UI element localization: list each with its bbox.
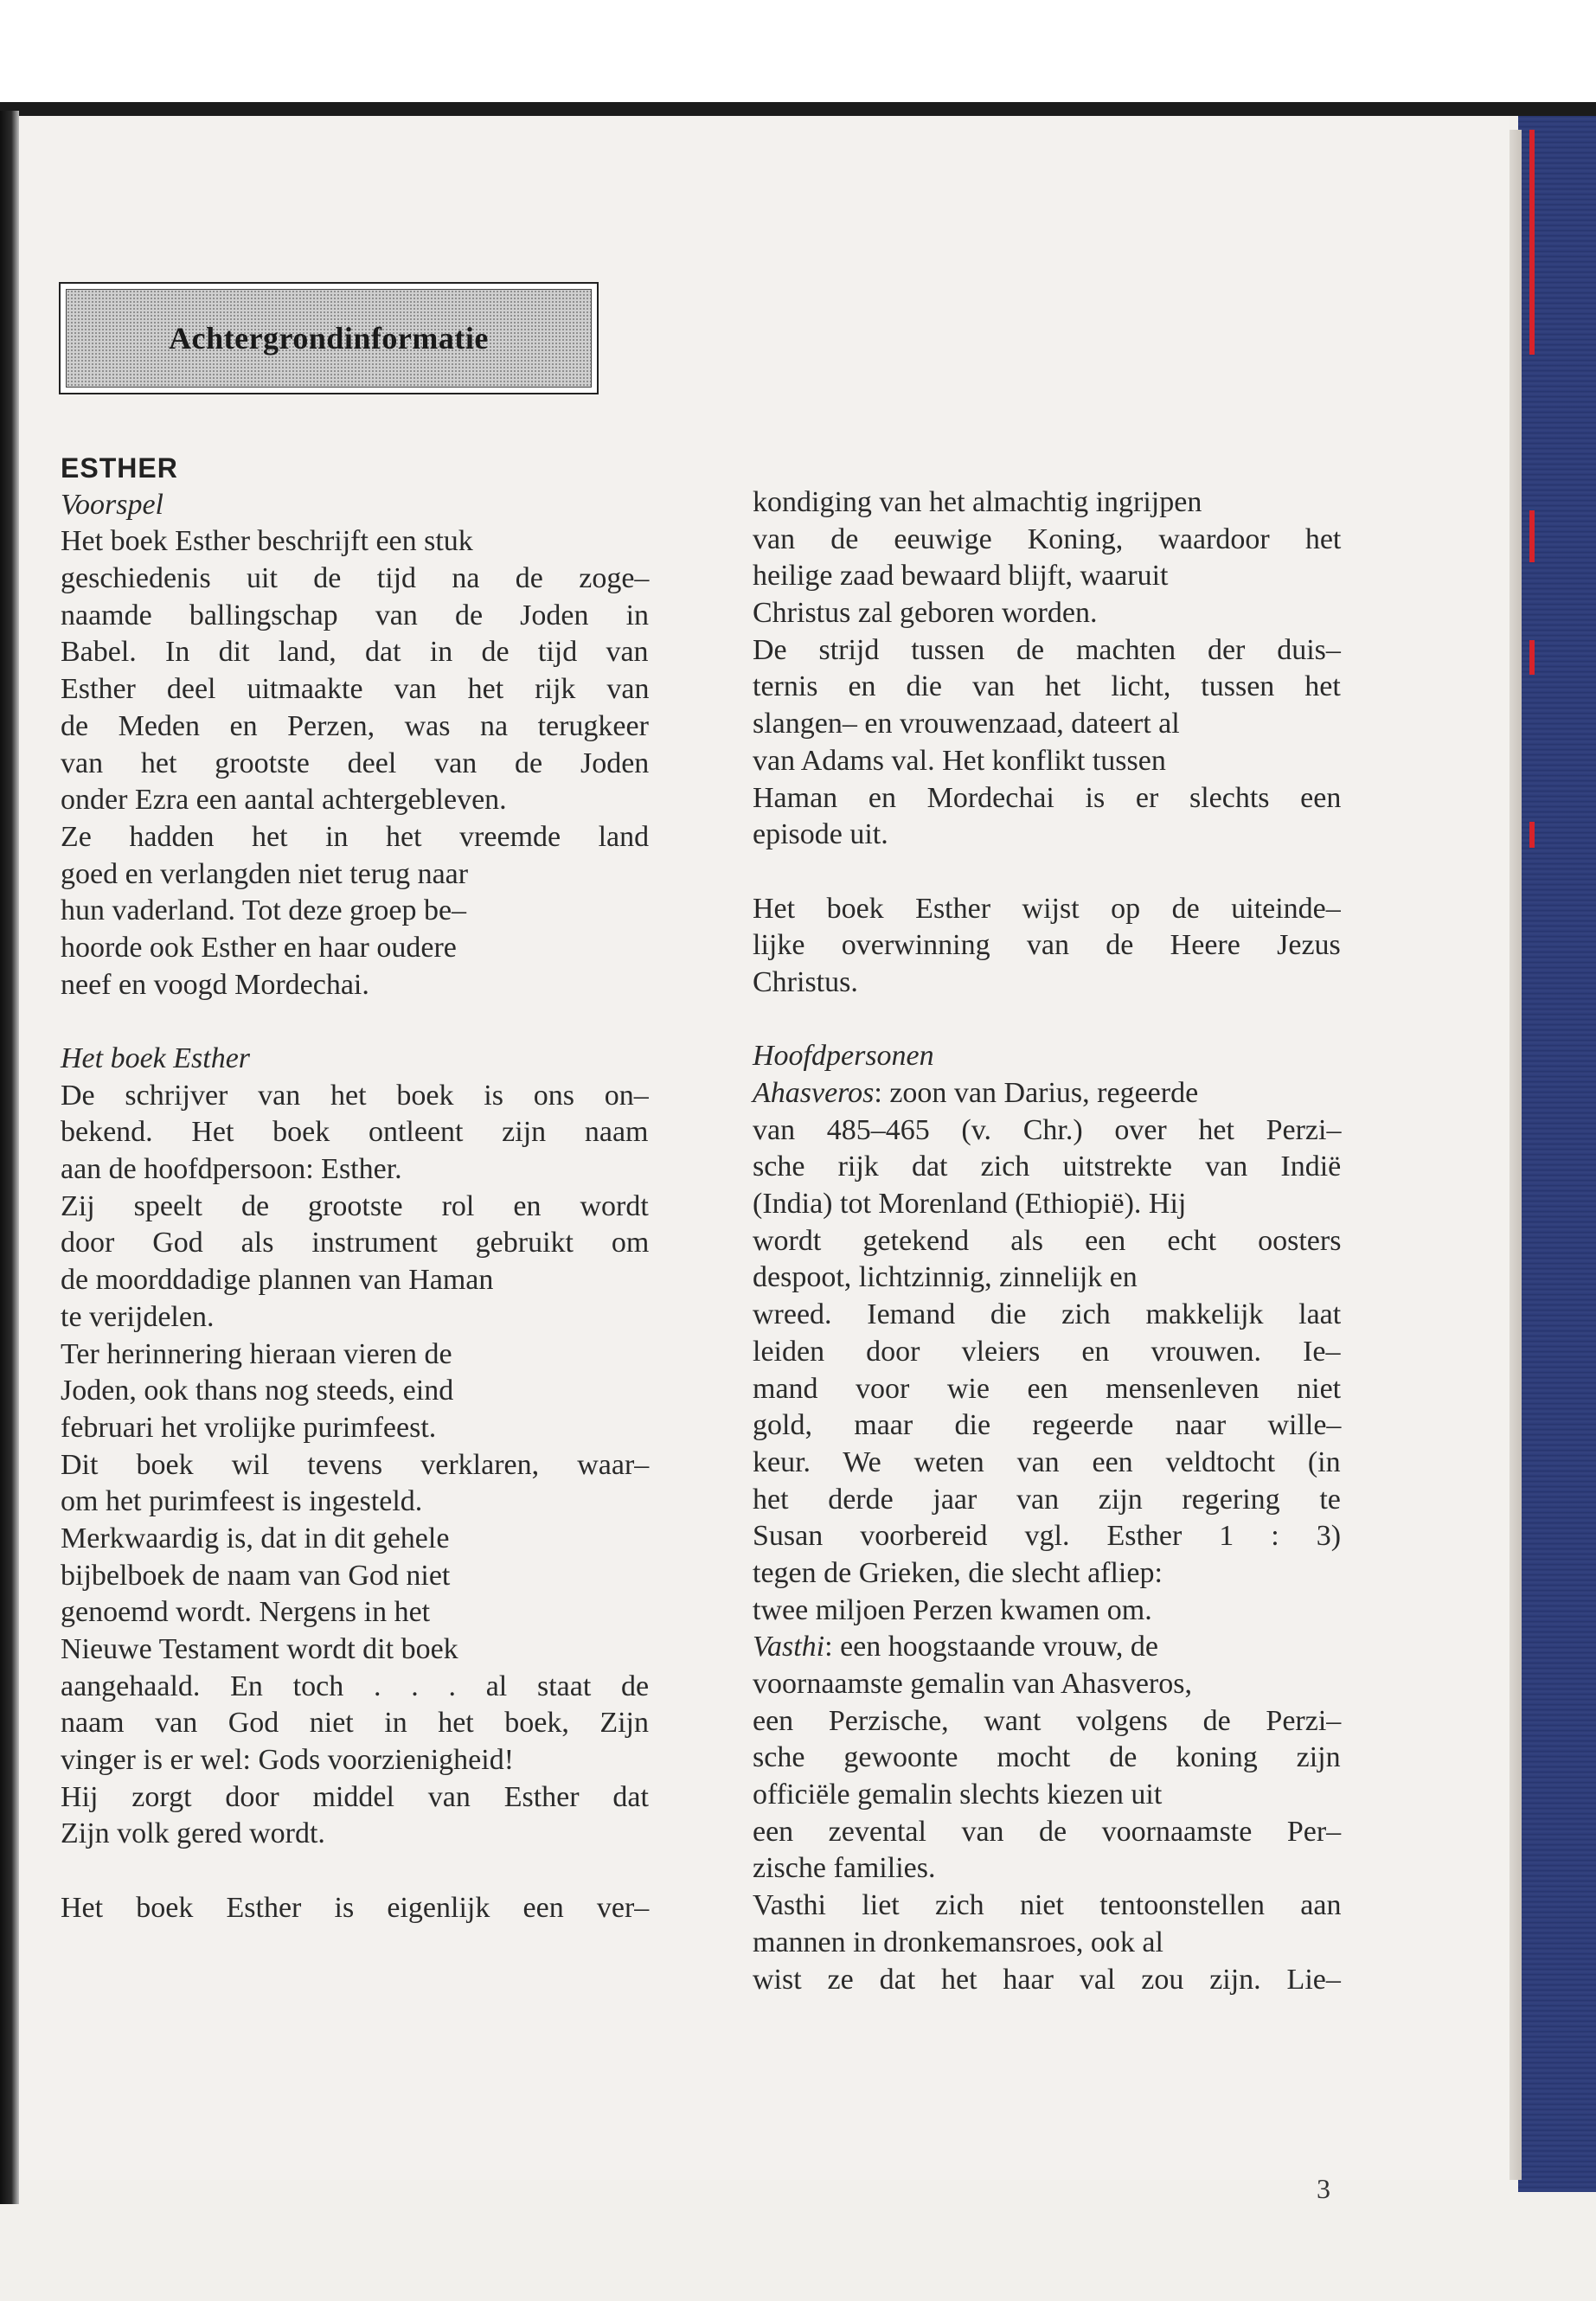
text-line: te verijdelen. <box>61 1300 215 1333</box>
book-page <box>19 116 1509 2204</box>
text-line: bijbelboek de naam van God niet <box>61 1559 451 1592</box>
text-line: sche rijk dat zich uitstrekte van Indië <box>753 1150 1342 1183</box>
text-line: Ze hadden het in het vreemde land <box>61 820 650 853</box>
text-line: Susan voorbereid vgl. Esther 1 : 3) <box>753 1520 1342 1553</box>
paragraph-gap <box>753 854 1341 891</box>
text-line: gold, maar die regeerde naar wille– <box>753 1409 1342 1442</box>
text-line: keur. We weten van een veldtocht (in <box>753 1445 1341 1478</box>
text-line: Dit boek wil tevens verklaren, waar– <box>61 1448 650 1481</box>
text-line: Joden, ook thans nog steeds, eind <box>61 1375 454 1407</box>
text-line: goed en verlangden niet terug naar <box>61 857 469 890</box>
subheading: Voorspel <box>61 488 163 521</box>
text-line: leiden door vleiers en vrouwen. Ie– <box>753 1335 1341 1368</box>
text-line: ternis en die van het licht, tussen het <box>753 670 1341 703</box>
text-line: Zij speelt de grootste rol en wordt <box>61 1189 649 1222</box>
text-line: een Perzische, want volgens de Perzi– <box>753 1704 1342 1737</box>
text-line: hoorde ook Esther en haar oudere <box>61 931 457 964</box>
red-marker <box>1529 510 1535 562</box>
page-number: 3 <box>1317 2173 1330 2204</box>
text-line: aan de hoofdpersoon: Esther. <box>61 1153 402 1186</box>
text-line: van het grootste deel van de Joden <box>61 747 650 779</box>
background-info-title: Achtergrondinformatie <box>169 321 489 356</box>
text-line: geschiedenis uit de tijd na de zoge– <box>61 562 650 595</box>
red-marker <box>1529 822 1535 848</box>
text-line: hun vaderland. Tot deze groep be– <box>61 894 467 927</box>
text-line: de Meden en Perzen, was na terugkeer <box>61 709 649 742</box>
text-line: naam van God niet in het boek, Zijn <box>61 1707 649 1740</box>
text-line: van de eeuwige Koning, waardoor het <box>753 522 1342 555</box>
page-stack-edge <box>1509 130 1522 2180</box>
text-line: Ahasveros: zoon van Darius, regeerde <box>753 1077 1199 1109</box>
text-line: slangen– en vrouwenzaad, dateert al <box>753 708 1180 740</box>
book-cover-edge <box>1518 116 1596 2192</box>
paragraph-gap <box>61 1853 649 1890</box>
text-line: naamde ballingschap van de Joden in <box>61 599 650 631</box>
book-left-edge <box>0 111 19 2204</box>
text-line: kondiging van het almachtig ingrijpen <box>753 486 1202 518</box>
text-line: Vasthi: een hoogstaande vrouw, de <box>753 1631 1158 1663</box>
text-line: despoot, lichtzinnig, zinnelijk en <box>753 1261 1138 1294</box>
text-line: Babel. In dit land, dat in de tijd van <box>61 636 649 669</box>
red-marker <box>1529 640 1535 675</box>
text-line: door God als instrument gebruikt om <box>61 1227 650 1259</box>
text-line: Het boek Esther beschrijft een stuk <box>61 525 473 558</box>
scan-top-edge <box>0 0 1596 111</box>
text-line: voornaamste gemalin van Ahasveros, <box>753 1668 1192 1700</box>
text-line: onder Ezra een aantal achtergebleven. <box>61 784 507 817</box>
text-line: tegen de Grieken, die slecht afliep: <box>753 1556 1163 1589</box>
text-line: sche gewoonte mocht de koning zijn <box>753 1741 1341 1774</box>
right-text-column <box>753 484 1341 1998</box>
text-line: wist ze dat het haar val zou zijn. Lie– <box>753 1963 1341 1996</box>
text-line: (India) tot Morenland (Ethiopië). Hij <box>753 1188 1187 1221</box>
text-line: twee miljoen Perzen kwamen om. <box>753 1593 1152 1626</box>
text-line: het derde jaar van zijn regering te <box>753 1483 1341 1516</box>
text-line: wordt getekend als een echt oosters <box>753 1224 1342 1257</box>
paragraph-gap <box>61 1003 649 1041</box>
text-line: februari het vrolijke purimfeest. <box>61 1411 437 1444</box>
text-line: wreed. Iemand die zich makkelijk laat <box>753 1298 1342 1331</box>
text-line: Vasthi liet zich niet tentoonstellen aan <box>753 1889 1342 1922</box>
text-line: lijke overwinning van de Heere Jezus <box>753 929 1341 962</box>
background-info-box <box>59 282 599 394</box>
text-line: mand voor wie een mensenleven niet <box>753 1372 1342 1405</box>
text-line: Haman en Mordechai is er slechts een <box>753 781 1342 814</box>
text-line: zische families. <box>753 1852 936 1885</box>
text-line: de moorddadige plannen van Haman <box>61 1264 494 1297</box>
text-line: Het boek Esther is eigenlijk een ver– <box>61 1891 650 1924</box>
text-line: genoemd wordt. Nergens in het <box>61 1596 431 1629</box>
text-line: een zevental van de voornaamste Per– <box>753 1815 1342 1848</box>
text-line: Ter herinnering hieraan vieren de <box>61 1337 452 1370</box>
text-line: Esther deel uitmaakte van het rijk van <box>61 673 650 706</box>
text-line: Zijn volk gered wordt. <box>61 1817 325 1850</box>
text-line: episode uit. <box>753 818 888 851</box>
red-marker <box>1529 130 1535 355</box>
text-line: van 485–465 (v. Chr.) over het Perzi– <box>753 1113 1342 1146</box>
text-line: De schrijver van het boek is ons on– <box>61 1079 649 1112</box>
text-line: om het purimfeest is ingesteld. <box>61 1485 423 1518</box>
text-line: De strijd tussen de machten der duis– <box>753 633 1341 666</box>
text-line: heilige zaad bewaard blijft, waaruit <box>753 560 1169 593</box>
subheading: Hoofdpersonen <box>753 1040 934 1073</box>
subheading: Het boek Esther <box>61 1042 251 1074</box>
text-line: Christus. <box>753 965 858 998</box>
text-line: mannen in dronkemansroes, ook al <box>753 1926 1163 1958</box>
text-line: aangehaald. En toch . . . al staat de <box>61 1670 650 1702</box>
left-text-column <box>61 450 649 1927</box>
text-line: Het boek Esther wijst op de uiteinde– <box>753 892 1341 925</box>
text-line: Merkwaardig is, dat in dit gehele <box>61 1522 450 1554</box>
paragraph-gap <box>753 1002 1341 1039</box>
text-line: Christus zal geboren worden. <box>753 597 1098 630</box>
text-line: Hij zorgt door middel van Esther dat <box>61 1780 649 1813</box>
text-line: Nieuwe Testament wordt dit boek <box>61 1633 458 1665</box>
background-info-box-fill <box>66 289 592 388</box>
text-line: vinger is er wel: Gods voorzienigheid! <box>61 1744 515 1777</box>
section-heading: ESTHER <box>61 452 178 484</box>
text-line: bekend. Het boek ontleent zijn naam <box>61 1116 649 1149</box>
text-line: van Adams val. Het konflikt tussen <box>753 744 1166 777</box>
text-line: neef en voogd Mordechai. <box>61 968 369 1001</box>
text-line: officiële gemalin slechts kiezen uit <box>753 1779 1163 1811</box>
